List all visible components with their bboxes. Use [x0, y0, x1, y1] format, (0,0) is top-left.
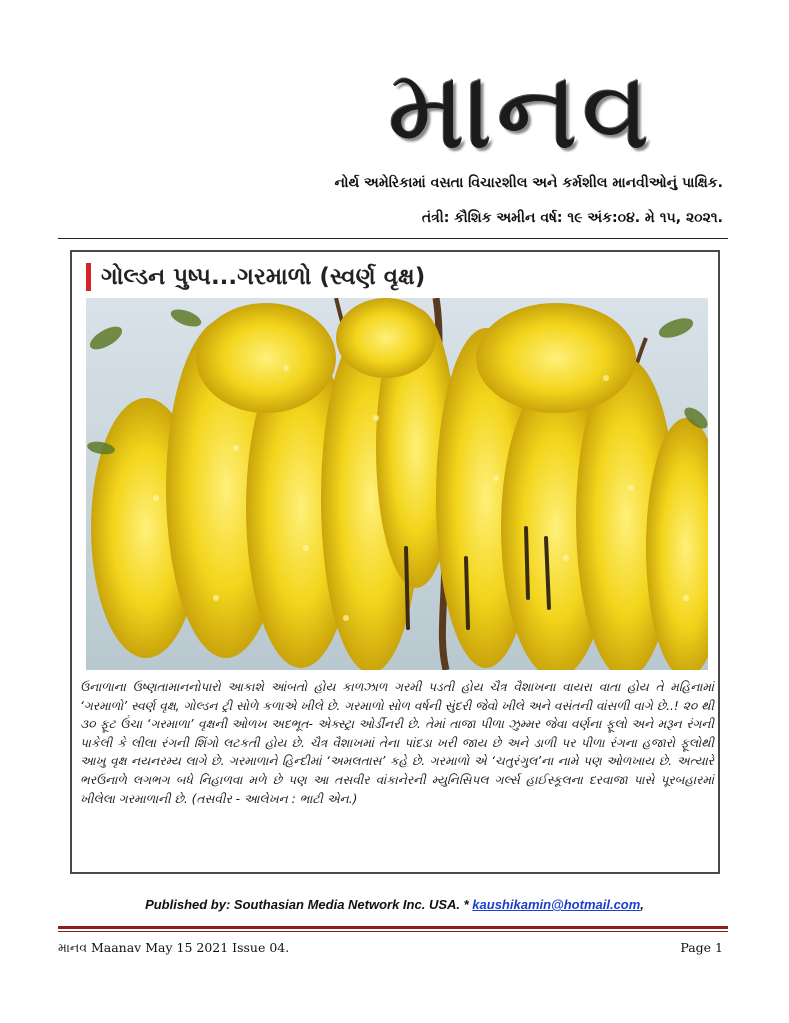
headline-accent-bar: [86, 263, 91, 291]
golden-shower-tree-photo: [86, 298, 708, 670]
publisher-text: Published by: Southasian Media Network Inc. USA. *: [145, 897, 473, 912]
footer-issue-label: માનવ Maanav May 15 2021 Issue 04.: [58, 940, 290, 955]
footer-divider-thick: [58, 926, 728, 929]
publisher-suffix: ,: [640, 897, 644, 912]
article-box: [70, 250, 720, 874]
flower-photo-illustration: [86, 298, 708, 670]
footer-page-number: Page 1: [680, 940, 723, 955]
publisher-line: [0, 897, 789, 912]
editor-issue-line: તંત્રી: કૌશિક અમીન વર્ષ: ૧૯ અંક:૦૪. મે ૧૫, ૨૦૨૧.: [421, 210, 723, 226]
headline-text: ગોલ્ડન પુષ્પ...ગરમાળો (સ્વર્ણ વૃક્ષ): [101, 264, 426, 290]
header-divider: [58, 238, 728, 239]
publisher-email-link[interactable]: kaushikamin@hotmail.com: [472, 897, 641, 912]
article-headline: [86, 260, 425, 294]
article-body: ઉનાળાના ઉષ્ણતામાનનોપારો આકાશે આંબતો હોય કાળઝાળ ગરમી પડતી હોય ચૈત્ર વૈશાખના વાયરા વાતા હોય તે મહિનામાં ‘ગરમાળો’ સ્વર્ણ વૃક્ષ, ગોલ્ડન ટ્રી સોળે કળાએ ખીલે છે. ગરમાળો સોળ વર્ષની સુંદરી જેવો ખીલે અને વસંતની વાંસળી વાગે છે..! ૨૦ થી ૩૦ ફૂટ ઉંચા ‘ગરમાળા’ વૃક્ષની ઓળખ અદભૂત- એક્સ્ટ્રા ઓર્ડીનરી છે. તેમાં તાજા પીળા ઝુમ્મર જેવા વર્ણના ફૂલો અને મરૂન રંગની પાકેલી કે લીલા રંગની શિંગો લટકતી હોય છે. ચૈત્ર વૈશાખમાં તેના પાંદડા ખરી જાય છે અને ડાળી પર પીળા રંગના હજારો ફૂલોથી આખુ વૃક્ષ નયનરમ્ય લાગે છે. ગરમાળાને હિન્દીમાં ‘અમલતાસ’ કહે છે. ગરમાળો એ ‘ચતુરંગુલ’ના નામે પણ ઓળખાય છે. અત્યારે ભરઉનાળે લગભગ બધે નિહાળવા મળે છે પણ આ તસવીર વાંકાનેરની મ્યુનિસિપલ ગર્લ્સ હાઈસ્કૂલના દરવાજા પાસે પૂરબહારમાં ખીલેલા ગરમાળાની છે. (તસવીર - આલેખન : ભાટી એન.): [80, 680, 714, 806]
masthead-tagline: નોર્થ અમેરિકામાં વસતા વિચારશીલ અને કર્મશીલ માનવીઓનું પાક્ષિક.: [334, 175, 723, 191]
footer-divider-thin: [58, 931, 728, 932]
masthead-title: માનવ: [387, 45, 653, 175]
